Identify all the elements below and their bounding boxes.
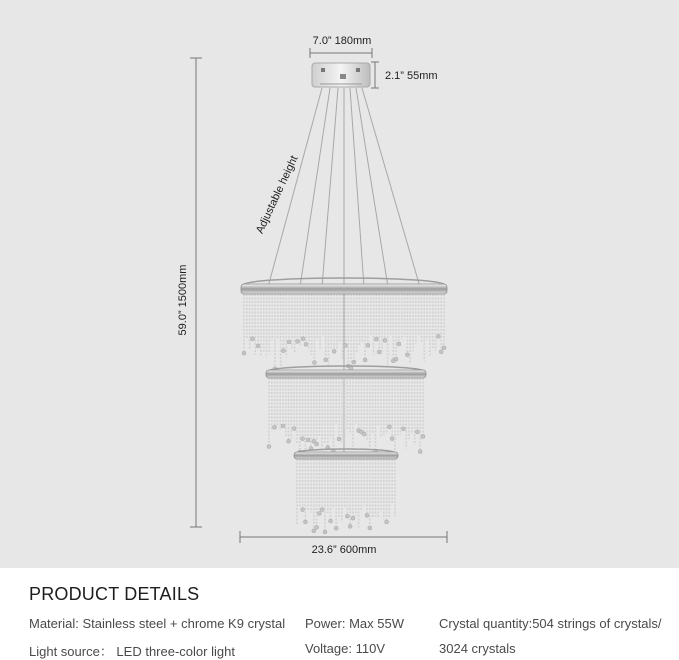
top-height-label: 2.1” 55mm	[385, 70, 438, 82]
total-height-label: 59.0” 1500mm	[177, 264, 189, 336]
bottom-width-label: 23.6” 600mm	[311, 544, 377, 556]
crystal-quantity-spec: Crystal quantity:504 strings of crystals/	[439, 616, 662, 631]
power-spec: Power: Max 55W	[305, 616, 404, 631]
voltage-spec: Voltage: 110V	[305, 641, 385, 656]
top-height-dimension	[371, 62, 438, 88]
product-details-title: PRODUCT DETAILS	[29, 584, 200, 604]
top-width-label: 7.0” 180mm	[312, 35, 372, 47]
product-details-panel	[0, 568, 679, 659]
crystal-quantity-spec-continued: 3024 crystals	[439, 641, 516, 656]
bottom-width-dimension	[240, 531, 447, 556]
ceiling-canopy	[312, 63, 370, 87]
total-height-dimension	[177, 58, 202, 527]
top-width-dimension	[310, 35, 372, 58]
material-spec: Material: Stainless steel + chrome K9 crystal	[29, 616, 286, 631]
light-source-spec: Light source： LED three-color light	[29, 644, 235, 659]
adjustable-height-label: Adjustable height	[254, 153, 301, 236]
